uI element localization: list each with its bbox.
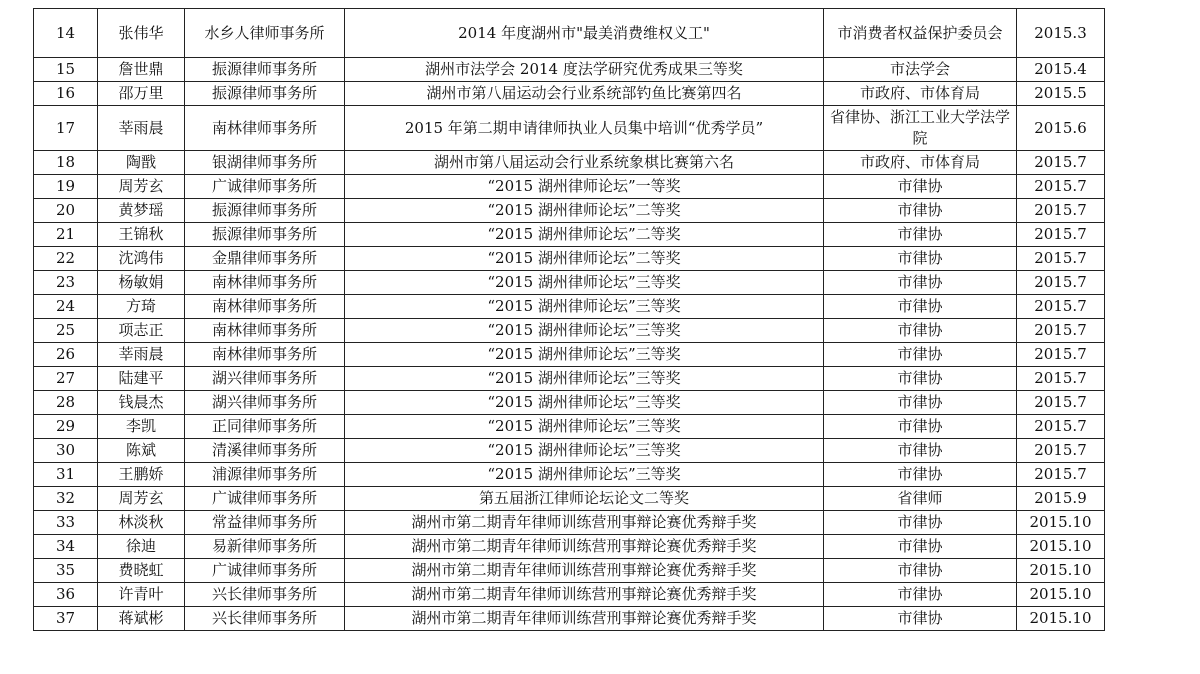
- cell-award: “2015 湖州律师论坛”三等奖: [345, 295, 824, 319]
- cell-issuer: 省律协、浙江工业大学法学院: [824, 106, 1017, 151]
- cell-name: 莘雨晨: [98, 343, 185, 367]
- cell-issuer: 市律协: [824, 223, 1017, 247]
- cell-date: 2015.9: [1017, 487, 1105, 511]
- cell-issuer: 市律协: [824, 319, 1017, 343]
- cell-no: 19: [34, 175, 98, 199]
- table-row: [34, 271, 1105, 295]
- cell-name: 周芳玄: [98, 487, 185, 511]
- cell-no: 18: [34, 151, 98, 175]
- cell-date: 2015.7: [1017, 223, 1105, 247]
- table-row: [34, 439, 1105, 463]
- cell-award: 第五届浙江律师论坛论文二等奖: [345, 487, 824, 511]
- table-row: [34, 151, 1105, 175]
- cell-firm: 金鼎律师事务所: [185, 247, 345, 271]
- cell-firm: 振源律师事务所: [185, 223, 345, 247]
- table-row: [34, 319, 1105, 343]
- cell-name: 詹世鼎: [98, 58, 185, 82]
- table-row: [34, 199, 1105, 223]
- cell-no: 15: [34, 58, 98, 82]
- cell-date: 2015.7: [1017, 295, 1105, 319]
- cell-date: 2015.7: [1017, 343, 1105, 367]
- cell-date: 2015.7: [1017, 175, 1105, 199]
- cell-award: “2015 湖州律师论坛”三等奖: [345, 415, 824, 439]
- cell-issuer: 市律协: [824, 511, 1017, 535]
- cell-issuer: 市律协: [824, 535, 1017, 559]
- cell-date: 2015.10: [1017, 607, 1105, 631]
- cell-no: 26: [34, 343, 98, 367]
- cell-date: 2015.10: [1017, 559, 1105, 583]
- cell-firm: 正同律师事务所: [185, 415, 345, 439]
- table-row: [34, 583, 1105, 607]
- cell-firm: 广诚律师事务所: [185, 175, 345, 199]
- cell-firm: 南林律师事务所: [185, 319, 345, 343]
- cell-date: 2015.7: [1017, 415, 1105, 439]
- cell-firm: 南林律师事务所: [185, 295, 345, 319]
- cell-name: 李凯: [98, 415, 185, 439]
- cell-no: 23: [34, 271, 98, 295]
- cell-no: 27: [34, 367, 98, 391]
- cell-firm: 湖兴律师事务所: [185, 391, 345, 415]
- cell-no: 24: [34, 295, 98, 319]
- cell-date: 2015.7: [1017, 319, 1105, 343]
- cell-name: 王锦秋: [98, 223, 185, 247]
- table-row: [34, 487, 1105, 511]
- cell-no: 32: [34, 487, 98, 511]
- cell-firm: 广诚律师事务所: [185, 559, 345, 583]
- cell-award: 湖州市第二期青年律师训练营刑事辩论赛优秀辩手奖: [345, 535, 824, 559]
- cell-name: 林淡秋: [98, 511, 185, 535]
- cell-no: 16: [34, 82, 98, 106]
- cell-award: 湖州市法学会 2014 度法学研究优秀成果三等奖: [345, 58, 824, 82]
- cell-no: 22: [34, 247, 98, 271]
- cell-date: 2015.4: [1017, 58, 1105, 82]
- cell-award: “2015 湖州律师论坛”三等奖: [345, 463, 824, 487]
- cell-firm: 振源律师事务所: [185, 82, 345, 106]
- table-row: [34, 58, 1105, 82]
- cell-award: “2015 湖州律师论坛”二等奖: [345, 199, 824, 223]
- cell-award: “2015 湖州律师论坛”三等奖: [345, 367, 824, 391]
- cell-name: 周芳玄: [98, 175, 185, 199]
- table-row: [34, 247, 1105, 271]
- cell-name: 杨敏娟: [98, 271, 185, 295]
- cell-date: 2015.6: [1017, 106, 1105, 151]
- cell-award: 湖州市第八届运动会行业系统部钓鱼比赛第四名: [345, 82, 824, 106]
- table-row: [34, 391, 1105, 415]
- cell-firm: 振源律师事务所: [185, 58, 345, 82]
- cell-issuer: 市律协: [824, 391, 1017, 415]
- cell-no: 21: [34, 223, 98, 247]
- cell-issuer: 市律协: [824, 175, 1017, 199]
- cell-no: 14: [34, 9, 98, 58]
- cell-award: “2015 湖州律师论坛”二等奖: [345, 247, 824, 271]
- cell-issuer: 市法学会: [824, 58, 1017, 82]
- cell-award: 湖州市第二期青年律师训练营刑事辩论赛优秀辩手奖: [345, 607, 824, 631]
- cell-name: 钱晨杰: [98, 391, 185, 415]
- cell-award: “2015 湖州律师论坛”三等奖: [345, 319, 824, 343]
- cell-name: 费晓虹: [98, 559, 185, 583]
- cell-date: 2015.7: [1017, 463, 1105, 487]
- cell-award: “2015 湖州律师论坛”三等奖: [345, 343, 824, 367]
- table-row: [34, 295, 1105, 319]
- table-row: [34, 106, 1105, 151]
- cell-issuer: 市律协: [824, 343, 1017, 367]
- cell-name: 莘雨晨: [98, 106, 185, 151]
- cell-firm: 清溪律师事务所: [185, 439, 345, 463]
- cell-no: 20: [34, 199, 98, 223]
- table-row: [34, 607, 1105, 631]
- cell-firm: 银湖律师事务所: [185, 151, 345, 175]
- table-row: [34, 511, 1105, 535]
- cell-no: 17: [34, 106, 98, 151]
- cell-firm: 广诚律师事务所: [185, 487, 345, 511]
- cell-no: 28: [34, 391, 98, 415]
- table-row: [34, 367, 1105, 391]
- cell-firm: 南林律师事务所: [185, 106, 345, 151]
- cell-name: 黄梦瑶: [98, 199, 185, 223]
- cell-no: 25: [34, 319, 98, 343]
- table-row: [34, 535, 1105, 559]
- table-row: [34, 343, 1105, 367]
- cell-issuer: 市政府、市体育局: [824, 151, 1017, 175]
- cell-issuer: 市律协: [824, 367, 1017, 391]
- cell-award: 湖州市第二期青年律师训练营刑事辩论赛优秀辩手奖: [345, 511, 824, 535]
- cell-name: 项志正: [98, 319, 185, 343]
- cell-award: “2015 湖州律师论坛”三等奖: [345, 439, 824, 463]
- table-row: [34, 175, 1105, 199]
- cell-no: 33: [34, 511, 98, 535]
- cell-issuer: 市律协: [824, 415, 1017, 439]
- cell-firm: 易新律师事务所: [185, 535, 345, 559]
- cell-no: 35: [34, 559, 98, 583]
- cell-date: 2015.7: [1017, 151, 1105, 175]
- cell-name: 徐迪: [98, 535, 185, 559]
- cell-award: “2015 湖州律师论坛”三等奖: [345, 391, 824, 415]
- cell-award: 2014 年度湖州市"最美消费维权义工": [345, 9, 824, 58]
- cell-issuer: 市律协: [824, 247, 1017, 271]
- cell-no: 31: [34, 463, 98, 487]
- table-row: [34, 463, 1105, 487]
- cell-issuer: 市律协: [824, 199, 1017, 223]
- cell-no: 30: [34, 439, 98, 463]
- cell-date: 2015.7: [1017, 199, 1105, 223]
- table-row: [34, 415, 1105, 439]
- cell-name: 方琦: [98, 295, 185, 319]
- cell-issuer: 市律协: [824, 295, 1017, 319]
- cell-name: 王鹏娇: [98, 463, 185, 487]
- cell-issuer: 市律协: [824, 463, 1017, 487]
- cell-date: 2015.5: [1017, 82, 1105, 106]
- cell-firm: 兴长律师事务所: [185, 607, 345, 631]
- table-row: [34, 82, 1105, 106]
- cell-award: 湖州市第八届运动会行业系统象棋比赛第六名: [345, 151, 824, 175]
- cell-firm: 湖兴律师事务所: [185, 367, 345, 391]
- cell-date: 2015.10: [1017, 511, 1105, 535]
- cell-date: 2015.3: [1017, 9, 1105, 58]
- cell-award: 湖州市第二期青年律师训练营刑事辩论赛优秀辩手奖: [345, 583, 824, 607]
- cell-firm: 兴长律师事务所: [185, 583, 345, 607]
- cell-date: 2015.7: [1017, 271, 1105, 295]
- cell-award: “2015 湖州律师论坛”三等奖: [345, 271, 824, 295]
- cell-firm: 浦源律师事务所: [185, 463, 345, 487]
- cell-firm: 水乡人律师事务所: [185, 9, 345, 58]
- cell-no: 34: [34, 535, 98, 559]
- cell-date: 2015.10: [1017, 535, 1105, 559]
- cell-firm: 振源律师事务所: [185, 199, 345, 223]
- cell-firm: 南林律师事务所: [185, 271, 345, 295]
- cell-name: 许青叶: [98, 583, 185, 607]
- cell-name: 邵万里: [98, 82, 185, 106]
- cell-no: 36: [34, 583, 98, 607]
- cell-issuer: 市律协: [824, 271, 1017, 295]
- cell-name: 陆建平: [98, 367, 185, 391]
- table-row: [34, 559, 1105, 583]
- cell-award: “2015 湖州律师论坛”一等奖: [345, 175, 824, 199]
- cell-no: 29: [34, 415, 98, 439]
- cell-award: 2015 年第二期申请律师执业人员集中培训“优秀学员”: [345, 106, 824, 151]
- cell-issuer: 市律协: [824, 607, 1017, 631]
- cell-name: 张伟华: [98, 9, 185, 58]
- table-row: [34, 223, 1105, 247]
- cell-no: 37: [34, 607, 98, 631]
- table-row: [34, 9, 1105, 58]
- cell-award: “2015 湖州律师论坛”二等奖: [345, 223, 824, 247]
- cell-issuer: 市律协: [824, 559, 1017, 583]
- cell-name: 陶戬: [98, 151, 185, 175]
- cell-name: 陈斌: [98, 439, 185, 463]
- cell-firm: 常益律师事务所: [185, 511, 345, 535]
- cell-issuer: 市政府、市体育局: [824, 82, 1017, 106]
- cell-award: 湖州市第二期青年律师训练营刑事辩论赛优秀辩手奖: [345, 559, 824, 583]
- cell-issuer: 市律协: [824, 439, 1017, 463]
- cell-name: 沈鸿伟: [98, 247, 185, 271]
- cell-issuer: 省律师: [824, 487, 1017, 511]
- cell-date: 2015.7: [1017, 439, 1105, 463]
- cell-name: 蒋斌彬: [98, 607, 185, 631]
- cell-date: 2015.7: [1017, 247, 1105, 271]
- cell-date: 2015.7: [1017, 391, 1105, 415]
- cell-issuer: 市律协: [824, 583, 1017, 607]
- cell-firm: 南林律师事务所: [185, 343, 345, 367]
- cell-date: 2015.7: [1017, 367, 1105, 391]
- award-table: [33, 8, 1105, 631]
- cell-issuer: 市消费者权益保护委员会: [824, 9, 1017, 58]
- cell-date: 2015.10: [1017, 583, 1105, 607]
